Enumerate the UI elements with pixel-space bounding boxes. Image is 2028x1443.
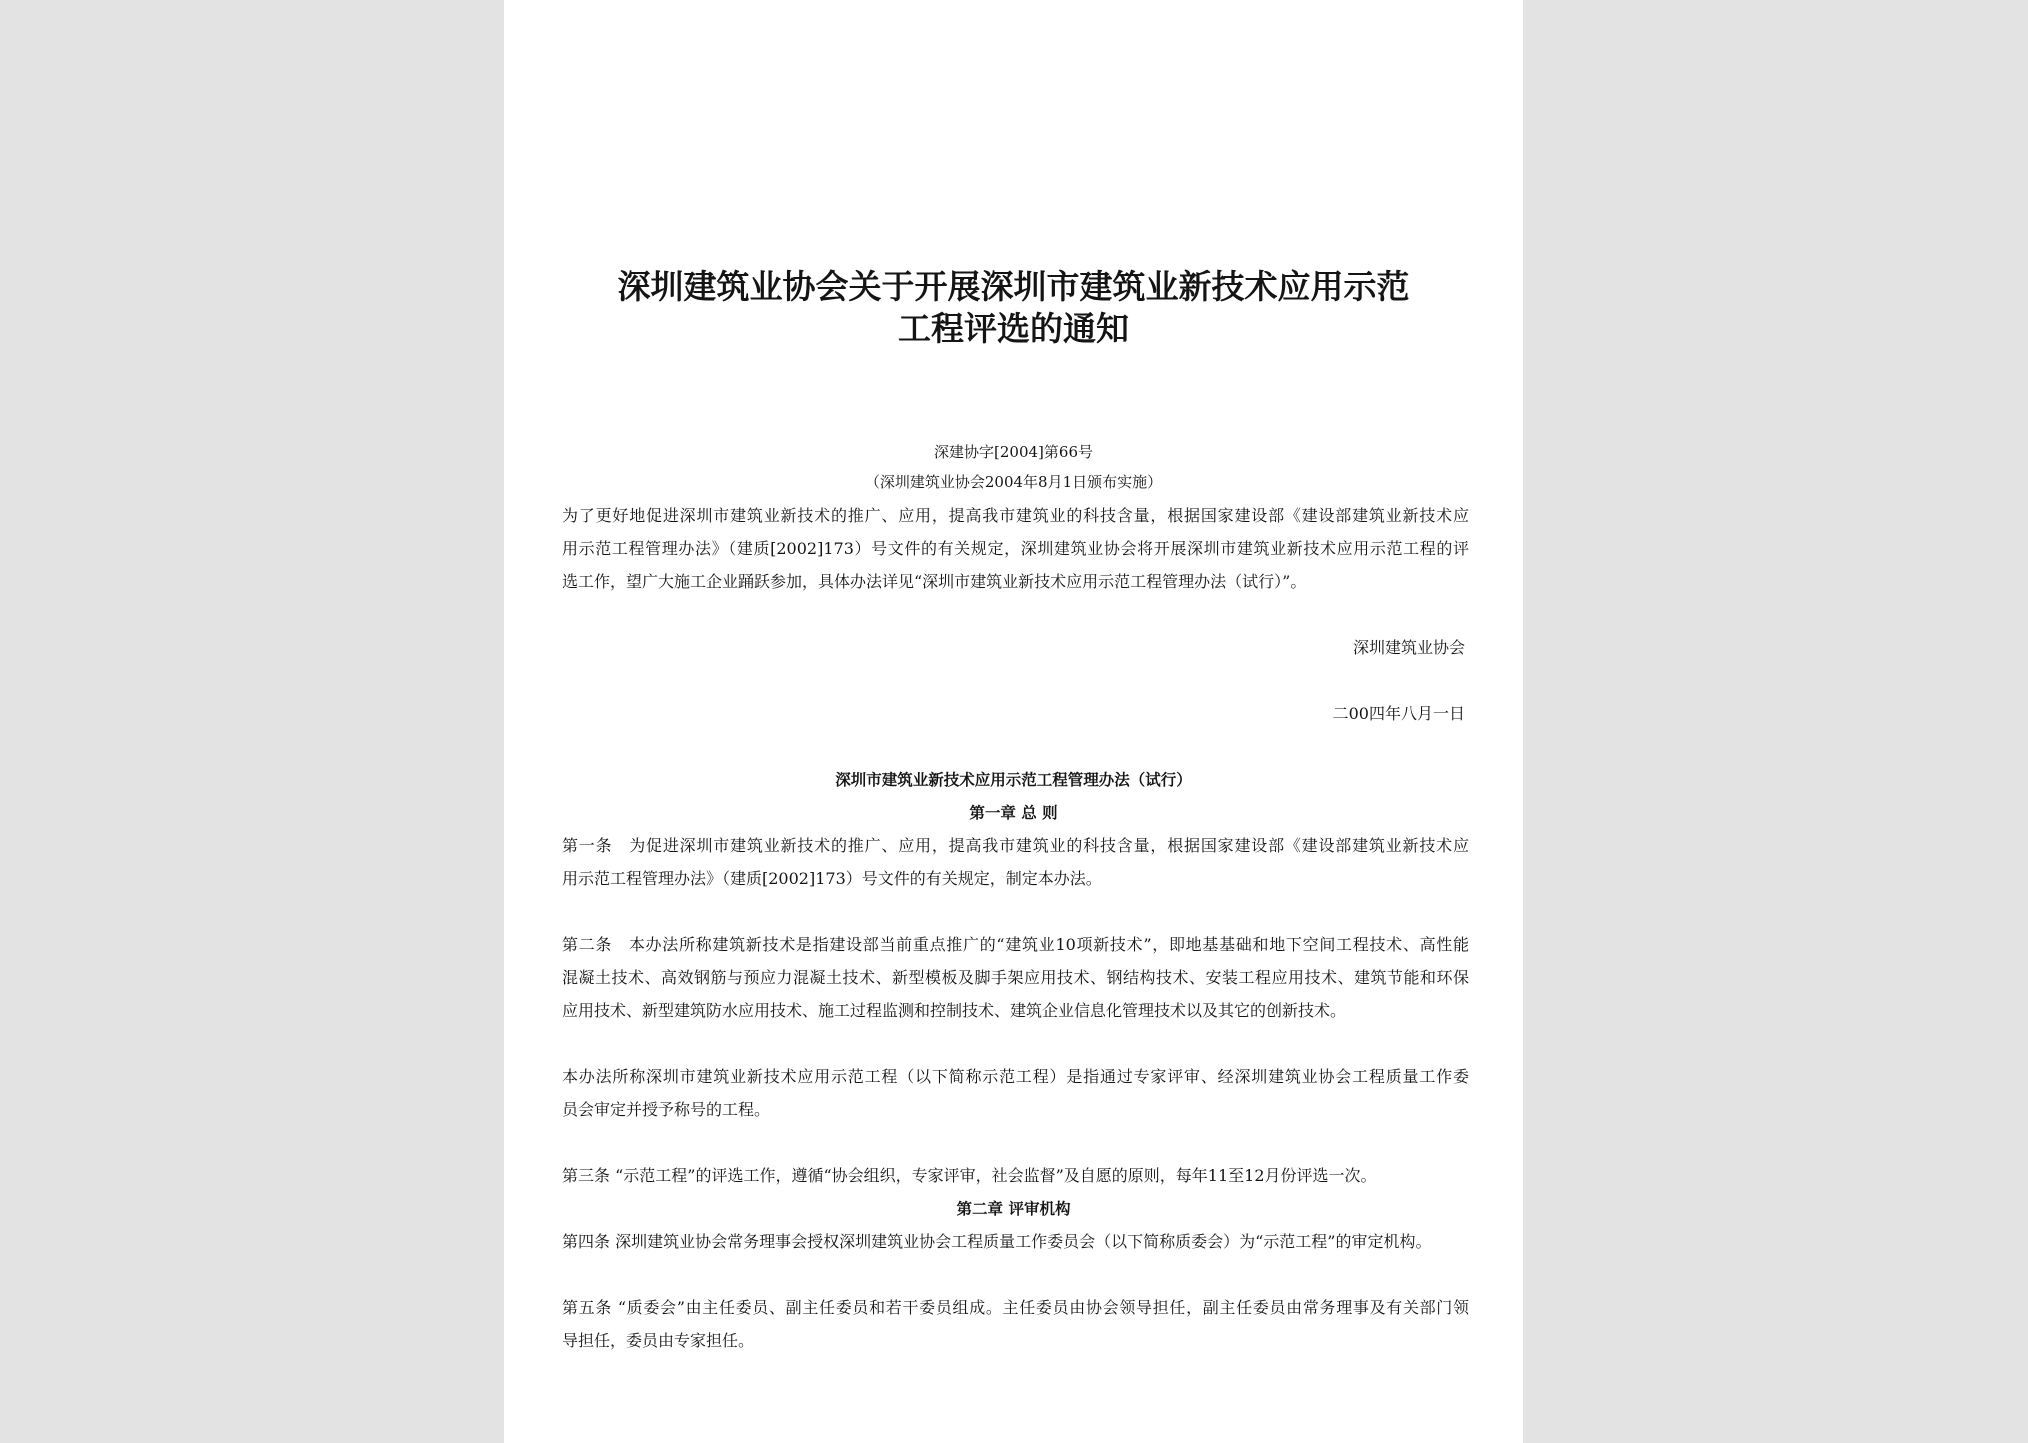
article-1-line: 用示范工程管理办法》（建质[2002]173）号文件的有关规定，制定本办法。 (562, 869, 1102, 888)
section-title: 深圳市建筑业新技术应用示范工程管理办法（试行） (835, 771, 1192, 789)
article-4: 第四条 深圳建筑业协会常务理事会授权深圳建筑业协会工程质量工作委员会（以下简称质委会）为“示范工程”的审定机构。 (562, 1232, 1432, 1251)
intro-line: 用示范工程管理办法》（建质[2002]173）号文件的有关规定，深圳建筑业协会将开展深圳市建筑业新技术应用示范工程的评 (562, 539, 1469, 558)
article-2b-line: 员会审定并授予称号的工程。 (562, 1100, 771, 1119)
article-2-line: 第二条 本办法所称建筑新技术是指建设部当前重点推广的“建筑业10项新技术”，即地基基础和地下空间工程技术、高性能 (562, 935, 1469, 954)
chapter-heading-1: 第一章 总 则 (969, 804, 1058, 822)
document-title-line-2: 工程评选的通知 (898, 309, 1129, 348)
intro-line: 选工作，望广大施工企业踊跃参加，具体办法详见“深圳市建筑业新技术应用示范工程管理办法（试行）”。 (562, 572, 1307, 591)
signature-date: 二00四年八月一日 (1332, 704, 1465, 723)
article-3: 第三条 “示范工程”的评选工作，遵循“协会组织，专家评审，社会监督”及自愿的原则，每年11至12月份评选一次。 (562, 1166, 1377, 1185)
intro-line: 为了更好地促进深圳市建筑业新技术的推广、应用，提高我市建筑业的科技含量，根据国家建设部《建设部建筑业新技术应 (562, 506, 1469, 525)
document-title-line-1: 深圳建筑业协会关于开展深圳市建筑业新技术应用示范 (617, 267, 1410, 306)
article-2-line: 应用技术、新型建筑防水应用技术、施工过程监测和控制技术、建筑企业信息化管理技术以及其它的创新技术。 (562, 1001, 1347, 1020)
issue-note: （深圳建筑业协会2004年8月1日颁布实施） (864, 473, 1163, 491)
article-2b-line: 本办法所称深圳市建筑业新技术应用示范工程（以下简称示范工程）是指通过专家评审、经深圳建筑业协会工程质量工作委 (562, 1067, 1469, 1086)
document-page (504, 0, 1523, 1443)
document-number: 深建协字[2004]第66号 (934, 443, 1093, 461)
article-5-line: 导担任，委员由专家担任。 (562, 1331, 755, 1350)
article-1-line: 第一条 为促进深圳市建筑业新技术的推广、应用，提高我市建筑业的科技含量，根据国家建设部《建设部建筑业新技术应 (562, 836, 1469, 855)
chapter-heading-2: 第二章 评审机构 (956, 1200, 1071, 1218)
signature-organization: 深圳建筑业协会 (1352, 638, 1465, 657)
article-2-line: 混凝土技术、高效钢筋与预应力混凝土技术、新型模板及脚手架应用技术、钢结构技术、安装工程应用技术、建筑节能和环保 (562, 968, 1469, 987)
article-5-line: 第五条 “质委会”由主任委员、副主任委员和若干委员组成。主任委员由协会领导担任，副主任委员由常务理事及有关部门领 (562, 1298, 1469, 1317)
